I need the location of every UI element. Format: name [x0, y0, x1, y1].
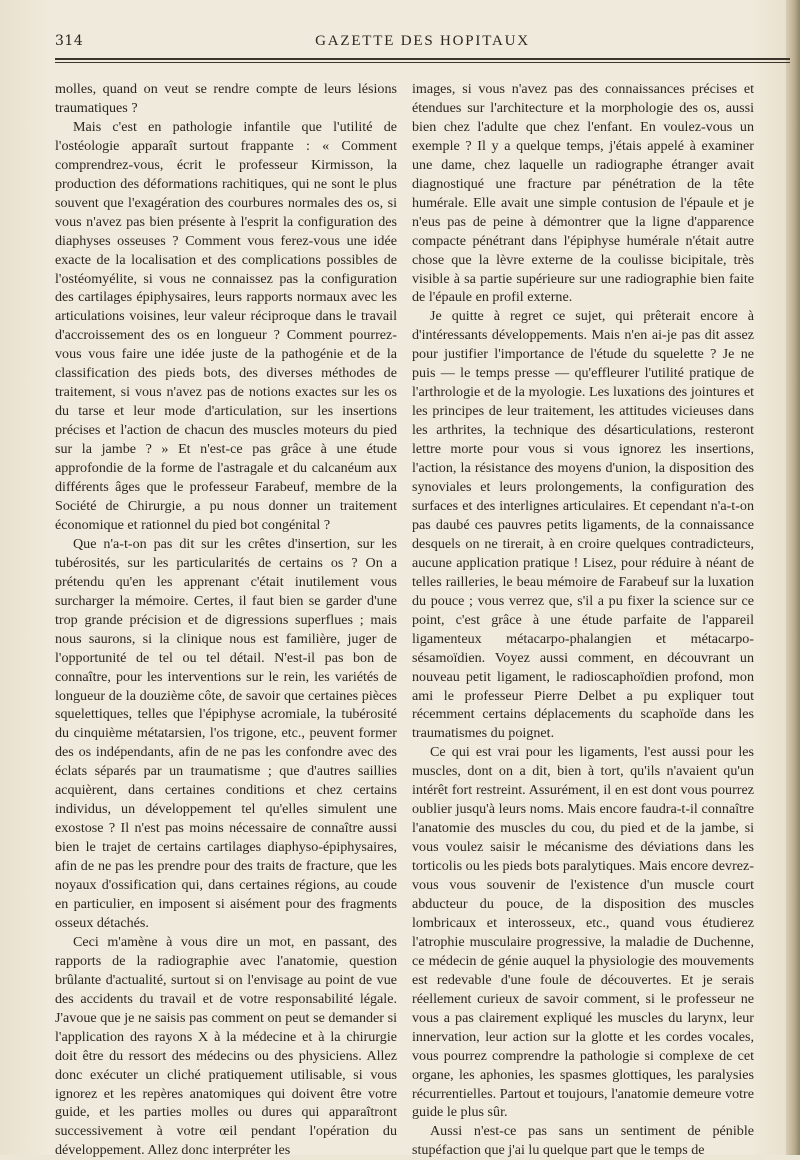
paragraph: Aussi n'est-ce pas sans un sentiment de pénible stupéfaction que j'ai lu quelque part que le temps de	[412, 1123, 754, 1159]
header-rule-thick	[55, 58, 790, 60]
page-number: 314	[55, 33, 84, 49]
page-edge-binding	[786, 0, 800, 1155]
paragraph: molles, quand on veut se rendre compte de leurs lésions traumatiques ?	[55, 81, 397, 116]
left-column	[55, 80, 397, 1159]
header-rule-thin	[55, 62, 790, 63]
journal-title: GAZETTE DES HOPITAUX	[315, 33, 530, 49]
paragraph: Ceci m'amène à vous dire un mot, en passant, des rapports de la radiographie avec l'anatomie, question brûlante d'actualité, surtout si on l'envisage au point de vue des accidents du travail et de votre responsabilité légale. J'avoue que je ne saisis pas comment on peut se demander si l'application des rayons X à la médecine et à la chirurgie doit être du ressort des médecins ou des physiciens. Allez donc exécuter un cliché pratiquement utilisable, si vous ignorez et les repères anatomiques qui doivent être votre guide, et les parties molles ou dures qui apparaîtront successivement à votre œil pendant l'opération du développement. Allez donc interpréter les	[55, 933, 397, 1159]
paragraph: Mais c'est en pathologie infantile que l'utilité de l'ostéologie apparaît surtout frappante : « Comment comprendrez-vous, écrit le professeur Kirmisson, la production des déformations rachitiques, qui ne sont le plus souvent que l'exagération des courbures normales des os, si vous n'avez pas bien présente à l'esprit la configuration des diaphyses osseuses ? Comment vous ferez-vous une idée exacte de la localisation et des complications possibles de l'ostéomyélite, si vous ne connaissez pas la configuration des cartilages épiphysaires, leurs rapports normaux avec les articulations voisines, leur valeur réciproque dans le travail d'accroissement des os en longueur ? Comment pourrez-vous vous faire une idée juste de la pathogénie et de la classification des pieds bots, des diverses méthodes de traitement, si vous n'avez pas de notions exactes sur les os du tarse et leur mode d'articulation, sur les insertions précises et l'action de chacun des muscles moteurs du pied sur la jambe ? » Et n'est-ce pas grâce à une étude approfondie de la forme de l'astragale et du calcanéum aux différents âges que le professeur Farabeuf, membre de la Société de Chirurgie, a pu nous donner un traitement économique et rationnel du pied bot congénital ?	[55, 118, 397, 533]
paragraph: Je quitte à regret ce sujet, qui prêterait encore à d'intéressants développements. Mais n'en ai-je pas dit assez pour justifier l'importance de l'étude du squelette ? Je ne puis — le temps presse — qu'effleurer l'utilité pratique de l'arthrologie et de la myologie. Les luxations des jointures et les principes de leur traitement, les attitudes vicieuses dans les arthrites, la technique des désarticulations, resteront lettre morte pour vous si vous ignorez les insertions, l'action, la résistance des moyens d'union, la disposition des synoviales et leurs prolongements, la configuration des surfaces et des interlignes articulaires. Et cependant n'a-t-on pas daubé ces pauvres petits ligaments, de la connaissance desquels on ne tirerait, à en croire quelques contradicteurs, aucune application pratique ! Lisez, pour réduire à néant de telles railleries, le beau mémoire de Farabeuf sur la luxation du pouce ; vous verrez que, s'il a pu fixer la science sur ce point, c'est grâce à une étude parfaite de l'appareil ligamenteux métacarpo-phalangien et métacarpo-sésamoïdien. Voyez aussi comment, en découvrant un nouveau petit ligament, le radioscaphoïdien profond, mon ami le professeur Pierre Delbet a pu expliquer tout récemment certains déplacements du scaphoïde dans les traumatismes du poignet.	[412, 308, 754, 742]
right-column	[412, 80, 754, 1159]
paragraph: images, si vous n'avez pas des connaissances précises et étendues sur l'architecture et la morphologie des os, aussi bien chez l'adulte que chez l'enfant. En voulez-vous un exemple ? Il y a quelque temps, j'étais appelé à examiner une dame, chez laquelle un radiographe étranger avait diagnostiqué une fracture par pénétration de la tête humérale. Elle avait une simple contusion de l'épaule et je n'eus pas de peine à démontrer que la ligne d'apparence compacte pénétrant dans l'épiphyse humérale n'était autre chose que la lèvre externe de la coulisse bicipitale, très visible à sa partie supérieure sur une radiographie bien faite de l'épaule en profil externe.	[412, 81, 754, 306]
page-header	[55, 33, 790, 55]
paragraph: Que n'a-t-on pas dit sur les crêtes d'insertion, sur les tubérosités, sur les particularités de certains os ? On a prétendu qu'en les apprenant c'était inutilement vous surcharger la mémoire. Certes, il faut bien se garder d'une trop grande précision et de digressions superflues ; mais nous saurons, si la clinique nous est familière, juger de l'opportunité de tel ou tel détail. N'est-il pas bon de connaître, pour les interventions sur le rein, les variétés de longueur de la douzième côte, de savoir que certaines pièces squelettiques, telles que l'épiphyse acromiale, la tubérosité du cinquième métatarsien, l'os trigone, etc., peuvent former des os indépendants, afin de ne pas les confondre avec des éclats séparés par un traumatisme ; que d'autres saillies acquièrent, dans certaines conditions et chez certains individus, un développement tel qu'elles simulent une exostose ? Il n'est pas moins nécessaire de connaître aussi bien le trajet de certains cartilages diaphyso-épiphysaires, afin de ne pas les prendre pour des traits de fracture, que les noyaux d'ossification qui, dans certaines régions, au coude en particulier, en imposent si aisément pour des fragments osseux détachés.	[55, 535, 397, 931]
paragraph: Ce qui est vrai pour les ligaments, l'est aussi pour les muscles, dont on a dit, bien à tort, qu'ils n'avaient qu'un intérêt fort restreint. Assurément, il en est dont vous pourrez oublier jusqu'à leurs noms. Mais encore faudra-t-il connaître l'anatomie des muscles du cou, du pied et de la jambe, si vous voulez saisir le mécanisme des déviations dans les torticolis ou les pieds bots paralytiques. Mais encore devrez-vous vous souvenir de l'existence d'un muscle court abducteur du pouce, de la disposition des muscles lombricaux et interosseux, etc., quand vous étudierez l'atrophie musculaire progressive, la maladie de Duchenne, ce médecin de génie auquel la physiologie des mouvements est redevable d'une foule de découvertes. Et je serais réellement curieux de savoir comment, si le professeur ne vous a pas clairement expliqué les muscles du larynx, leur innervation, leur action sur la glotte et les cordes vocales, vous pourrez comprendre la pathologie si complexe de cet organe, les aphonies, les spasmes glottiques, les paralysies récurrentielles. Partout et toujours, l'anatomie demeure votre guide le plus sûr.	[412, 744, 754, 1121]
